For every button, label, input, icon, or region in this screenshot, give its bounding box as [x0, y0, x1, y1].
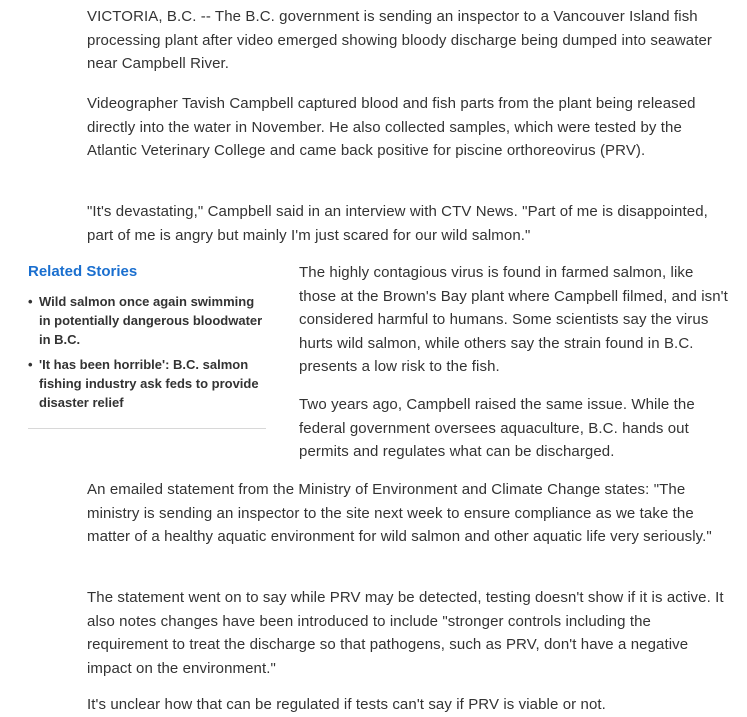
bullet-icon: • [28, 294, 33, 309]
article-paragraph: Videographer Tavish Campbell captured blood and fish parts from the plant being released directly into the water in November. He also collected samples, which were tested by the Atlantic Veterinary College and came back positive for piscine orthoreovirus (PRV). [87, 95, 696, 159]
related-stories [28, 262, 266, 429]
related-story-item[interactable] [28, 292, 266, 349]
article-paragraph: "It's devastating," Campbell said in an interview with CTV News. "Part of me is disappointed, part of me is angry but mainly I'm just scared for our wild salmon." [87, 203, 708, 244]
article-paragraph: The statement went on to say while PRV may be detected, testing doesn't show if it is active. It also notes changes have been introduced to include "stronger controls including the requirement to treat the discharge so that pathogens, such as PRV, don't have a negative impact on the environment." [87, 589, 724, 677]
article-paragraph: An emailed statement from the Ministry of Environment and Climate Change states: "The ministry is sending an inspector to the site next week to ensure compliance as we take the matter of a healthy aquatic environment for wild salmon and other aquatic life very seriously." [87, 481, 712, 545]
bullet-icon: • [28, 357, 33, 372]
divider [28, 428, 266, 429]
article-paragraph: VICTORIA, B.C. -- The B.C. government is sending an inspector to a Vancouver Island fish processing plant after video emerged showing bloody discharge being dumped into seawater near Campbell River. [87, 8, 713, 72]
article-paragraph: Two years ago, Campbell raised the same issue. While the federal government oversees aquaculture, B.C. hands out permits and regulates what can be discharged. [299, 396, 695, 460]
related-story-link[interactable]: Wild salmon once again swimming in potentially dangerous bloodwater in B.C. [39, 294, 263, 347]
article-paragraph: The highly contagious virus is found in farmed salmon, like those at the Brown's Bay plant where Campbell filmed, and isn't considered harmful to humans. Some scientists say the virus hurts wild salmon, while others say the strain found in B.C. presents a low risk to the fish. [299, 264, 728, 375]
related-stories-heading: Related Stories [28, 263, 138, 280]
related-story-link[interactable]: 'It has been horrible': B.C. salmon fishing industry ask feds to provide disaster relief [39, 357, 259, 410]
article-paragraph: It's unclear how that can be regulated if tests can't say if PRV is viable or not. [87, 696, 606, 713]
related-story-item[interactable] [28, 355, 266, 412]
related-stories-list [28, 292, 266, 412]
